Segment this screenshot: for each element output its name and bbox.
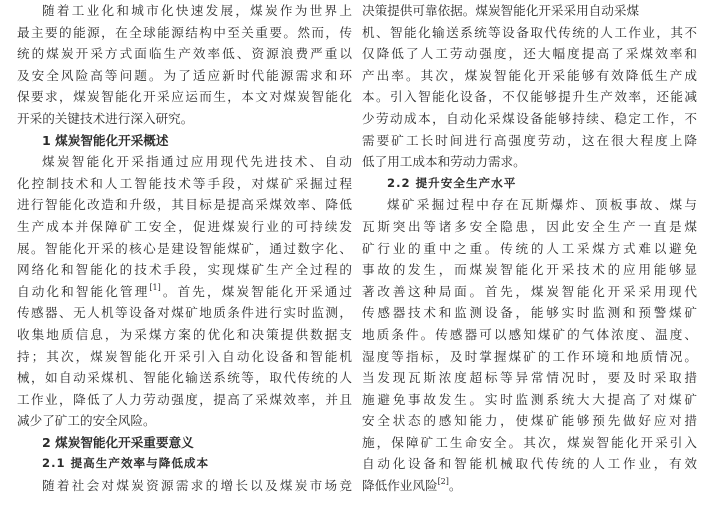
text-line <box>17 22 352 44</box>
text-line <box>17 0 352 22</box>
citation-ref: [1] <box>149 282 161 292</box>
section-heading <box>17 130 352 152</box>
citation-ref: [2] <box>437 477 449 487</box>
line-text: 最主要的能源，在全球能源结构中至关重要。然而，传 <box>17 24 352 40</box>
line-text: 2.1 提高生产效率与降低成本 <box>42 456 210 471</box>
line-text: 展。智能化开采的核心是建设智能煤矿，通过数字化、 <box>17 240 352 256</box>
line-text: 保要求，煤炭智能化开采应运而生，本文对煤炭智能化 <box>17 89 352 105</box>
text-line <box>17 108 352 130</box>
line-text: 仅降低了人工劳动强度，还大幅度提高了采煤效率和 <box>362 46 697 62</box>
line-text: 瓦斯突出等诸多安全隐患，因此安全生产一直是煤 <box>362 218 697 234</box>
text-line <box>362 194 697 216</box>
line-text: 煤炭智能化开采指通过应用现代先进技术、自动 <box>42 154 352 170</box>
line-text: 工作业，降低了人力劳动强度，提高了采煤效率，并且 <box>17 391 352 407</box>
text-line <box>362 453 697 475</box>
line-text: 2.2 提升安全生产水平 <box>387 175 517 190</box>
line-text: 随着工业化和城市化快速发展，煤炭作为世界上 <box>42 3 352 18</box>
line-text: 传感器、无人机等设备对煤矿地质条件进行实时监测， <box>17 305 352 321</box>
line-text: 著改善这种局面。首先，煤炭智能化开采采用现代 <box>362 283 697 299</box>
line-text-continued: 。首先，煤炭智能化开采通过 <box>160 283 352 299</box>
text-line <box>362 475 697 497</box>
text-line <box>362 259 697 281</box>
text-line <box>17 367 352 389</box>
line-text: 煤矿采掘过程中存在瓦斯爆炸、顶板事故、煤与 <box>387 197 697 213</box>
line-text: 自动化和智能化管理 <box>17 283 150 299</box>
text-line <box>362 22 697 44</box>
line-text: 本。引入智能化设备，不仅能够提升生产效率，还能减 <box>362 89 697 105</box>
text-line <box>362 324 697 346</box>
subsection-heading <box>17 453 352 475</box>
text-line <box>17 65 352 87</box>
line-text: 机、智能化输送系统等设备取代传统的人工作业，其不 <box>362 24 697 40</box>
line-text: 自动化设备和智能机械取代传统的人工作业，有效 <box>362 456 697 472</box>
text-line <box>17 389 352 411</box>
text-line <box>362 216 697 238</box>
text-line <box>17 238 352 260</box>
text-line <box>17 324 352 346</box>
line-text: 械，如自动采煤机、智能化输送系统等，取代传统的人 <box>17 370 352 386</box>
line-text: 降低作业风险 <box>362 478 438 494</box>
line-text: 收集地质信息，为采煤方案的优化和决策提供数据支 <box>17 326 352 342</box>
text-line <box>17 86 352 108</box>
line-text: 当发现瓦斯浓度超标等异常情况时，要及时采取措 <box>362 370 697 386</box>
subsection-heading <box>362 173 697 195</box>
text-line <box>362 65 697 87</box>
line-text: 需要矿工长时间进行高强度劳动，这在很大程度上降 <box>362 132 697 148</box>
text-line <box>362 86 697 108</box>
text-line <box>362 108 697 130</box>
text-line <box>17 346 352 368</box>
line-text: 事故的发生，而煤炭智能化开采技术的应用能够显 <box>362 262 697 278</box>
text-line <box>17 259 352 281</box>
text-line <box>362 346 697 368</box>
line-text: 减少了矿工的安全风险。 <box>17 413 156 429</box>
line-text: 2 煤炭智能化开采重要意义 <box>42 434 194 450</box>
line-text: 传感器技术和监测设备，能够实时监测和预警煤矿 <box>362 305 697 321</box>
line-text: 地质条件。传感器可以感知煤矿的气体浓度、温度、 <box>362 326 697 342</box>
line-text: 施避免事故发生。实时监测系统大大提高了对煤矿 <box>362 391 697 407</box>
text-line <box>362 410 697 432</box>
line-text: 决策提供可靠依据。煤炭智能化开采采用自动采煤 <box>362 3 640 18</box>
line-text: 化控制技术和人工智能技术等手段，对煤矿采掘过程 <box>17 175 352 191</box>
line-text: 低了用工成本和劳动力需求。 <box>362 154 526 170</box>
line-text: 网络化和智能化的技术手段，实现煤矿生产全过程的 <box>17 262 352 278</box>
line-text: 少劳动成本，自动化采煤设备能够持续、稳定工作，不 <box>362 110 697 126</box>
text-line <box>362 389 697 411</box>
line-text: 持；其次，煤炭智能化开采引入自动化设备和智能机 <box>17 348 352 364</box>
section-heading <box>17 432 352 454</box>
text-line <box>17 194 352 216</box>
text-line <box>362 238 697 260</box>
line-text: 开采的关键技术进行深入研究。 <box>17 110 194 126</box>
text-line <box>17 151 352 173</box>
text-line <box>17 43 352 65</box>
text-line <box>362 130 697 152</box>
text-line <box>362 367 697 389</box>
line-text: 1 煤炭智能化开采概述 <box>42 132 169 148</box>
text-line <box>17 302 352 324</box>
line-text: 施，保障矿工生命安全。其次，煤炭智能化开采引入 <box>362 434 697 450</box>
text-line <box>17 475 352 497</box>
text-line <box>17 173 352 195</box>
text-line <box>17 216 352 238</box>
text-line <box>362 0 697 22</box>
text-line <box>362 151 697 173</box>
text-line <box>17 281 352 303</box>
left-column <box>17 0 352 497</box>
right-column <box>362 0 697 497</box>
line-text: 统的煤炭开采方式面临生产效率低、资源浪费严重以 <box>17 46 352 62</box>
line-text: 进行智能化改造和升级，其目标是提高采煤效率、降低 <box>17 197 352 213</box>
line-text: 产出率。其次，煤炭智能化开采能够有效降低生产成 <box>362 67 697 83</box>
line-text: 生产成本并保障矿工安全，促进煤炭行业的可持续发 <box>17 218 352 234</box>
text-line <box>17 410 352 432</box>
text-line <box>362 302 697 324</box>
line-text: 湿度等指标，及时掌握煤矿的工作环境和地质情况。 <box>362 348 697 364</box>
line-text: 随着社会对煤炭资源需求的增长以及煤炭市场竞 <box>42 478 352 494</box>
text-line <box>362 43 697 65</box>
text-line <box>362 281 697 303</box>
line-text-continued: 。 <box>448 478 462 494</box>
text-line <box>362 432 697 454</box>
line-text: 及安全风险高等问题。为了适应新时代能源需求和环 <box>17 67 352 83</box>
line-text: 安全状态的感知能力，使煤矿能够预先做好应对措 <box>362 413 697 429</box>
line-text: 矿行业的重中之重。传统的人工采煤方式难以避免 <box>362 240 697 256</box>
